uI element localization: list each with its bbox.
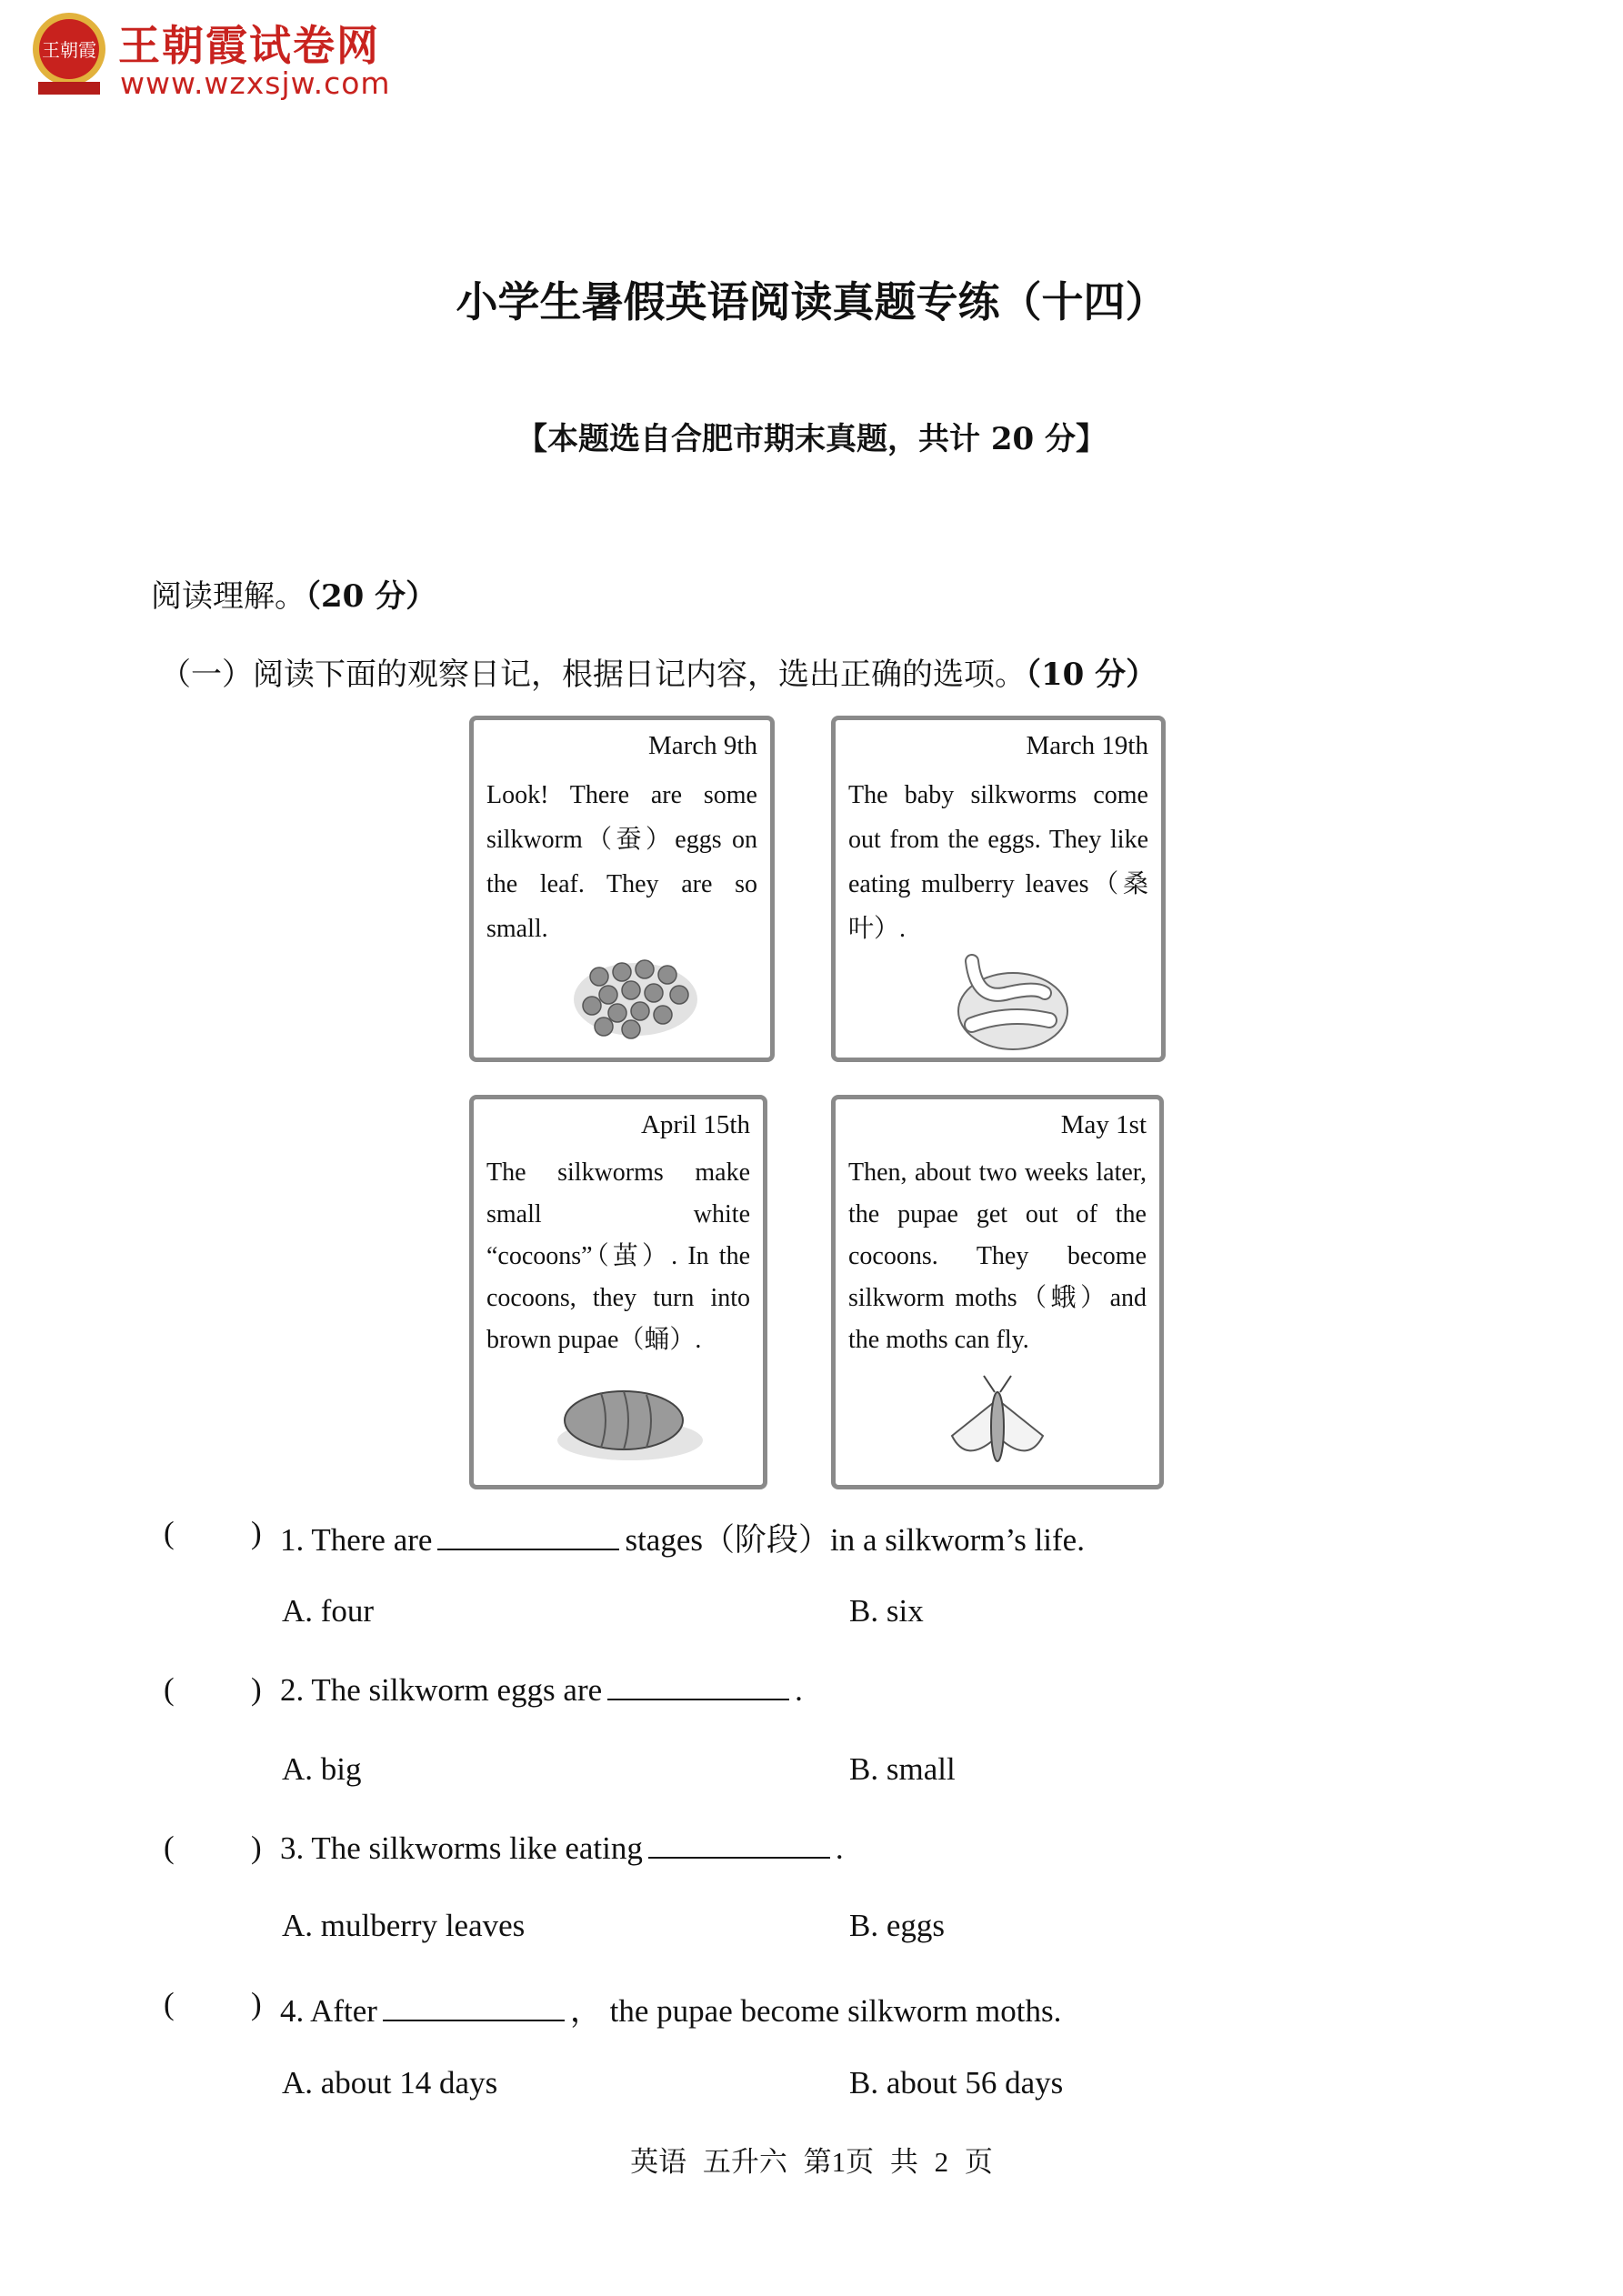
answer-bracket-close: ) bbox=[251, 1830, 262, 1865]
diary-card-2 bbox=[831, 716, 1166, 1062]
logo-name: 王朝霞试卷网 bbox=[118, 21, 380, 70]
part-label: （一）阅读下面的观察日记，根据日记内容，选出正确的选项。 bbox=[160, 657, 1026, 693]
card-date: May 1st bbox=[1060, 1110, 1147, 1139]
question-text: 3. The silkworms like eating bbox=[280, 1830, 643, 1866]
page-title: 小学生暑假英语阅读真题专练（十四） bbox=[456, 277, 1167, 326]
logo-emblem bbox=[25, 7, 113, 98]
question-4 bbox=[280, 1986, 1061, 2031]
logo-url: www.wzxsjw.com bbox=[120, 65, 391, 101]
answer-bracket-close: ) bbox=[251, 1671, 262, 1707]
answer-bracket-open[interactable]: ( bbox=[164, 1515, 175, 1550]
section-score: （20 分） bbox=[306, 578, 437, 615]
silkworm-eggs-image bbox=[572, 958, 699, 1040]
question-3 bbox=[280, 1830, 844, 1867]
section-heading bbox=[151, 571, 436, 616]
answer-blank bbox=[383, 1992, 565, 2021]
option-a: A. four bbox=[282, 1593, 375, 1629]
section-label: 阅读理解。 bbox=[151, 578, 306, 615]
cocoon-image bbox=[546, 1377, 710, 1468]
answer-bracket-close: ) bbox=[251, 1986, 262, 2021]
page-subtitle: 【本题选自合肥市期末真题，共计 20 分】 bbox=[516, 421, 1107, 457]
question-text: 4. After bbox=[280, 1993, 377, 2029]
card-text: Look! There are some silkworm（蚕）eggs on the leaf. They are so small. bbox=[486, 781, 757, 943]
answer-blank bbox=[437, 1521, 619, 1550]
card-text: The baby silkworms come out from the eggs. They like eating mulberry leaves（桑叶）. bbox=[848, 781, 1148, 943]
part-instruction bbox=[160, 649, 1157, 694]
option-b: B. six bbox=[849, 1593, 924, 1629]
svg-text:王朝霞: 王朝霞 bbox=[42, 39, 96, 61]
option-b: B. small bbox=[849, 1751, 956, 1787]
silkworm-moth-image bbox=[943, 1372, 1052, 1472]
question-text-end: ， the pupae become silkworm moths. bbox=[569, 1993, 1062, 2029]
option-b: B. eggs bbox=[849, 1908, 945, 1943]
option-a: A. about 14 days bbox=[282, 2065, 498, 2100]
page-footer: 英语 五升六 第1页 共 2 页 bbox=[630, 2146, 993, 2178]
option-a: A. big bbox=[282, 1751, 362, 1787]
question-1 bbox=[280, 1515, 1085, 1560]
answer-blank bbox=[648, 1830, 830, 1859]
card-date: April 15th bbox=[640, 1110, 750, 1139]
answer-blank bbox=[607, 1671, 789, 1700]
diary-card-3 bbox=[469, 1095, 767, 1489]
card-text: Then, about two weeks later, the pupae get out of the cocoons. They become silkworm moths（蛾）and the moths can fly. bbox=[848, 1158, 1147, 1354]
question-text: 2. The silkworm eggs are bbox=[280, 1672, 603, 1708]
option-a: A. mulberry leaves bbox=[282, 1908, 526, 1943]
question-text-end: . bbox=[835, 1830, 844, 1866]
question-text-end: . bbox=[795, 1672, 803, 1708]
diary-card-4 bbox=[831, 1095, 1164, 1489]
card-date: March 9th bbox=[648, 731, 757, 760]
question-text-end: stages（阶段）in a silkworm’s life. bbox=[625, 1522, 1085, 1558]
card-date: March 19th bbox=[1026, 731, 1148, 760]
silkworms-on-leaf-image bbox=[954, 952, 1072, 1052]
diary-card-1 bbox=[469, 716, 775, 1062]
answer-bracket-open[interactable]: ( bbox=[164, 1671, 175, 1707]
part-score: （10 分） bbox=[1026, 657, 1157, 693]
answer-bracket-close: ) bbox=[251, 1515, 262, 1550]
question-2 bbox=[280, 1671, 803, 1709]
question-text: 1. There are bbox=[280, 1522, 433, 1558]
answer-bracket-open[interactable]: ( bbox=[164, 1986, 175, 2021]
answer-bracket-open[interactable]: ( bbox=[164, 1830, 175, 1865]
option-b: B. about 56 days bbox=[849, 2065, 1064, 2100]
card-text: The silkworms make small white “cocoons”（茧）. In the cocoons, they turn into brown pupae（蛹）. bbox=[486, 1158, 750, 1354]
